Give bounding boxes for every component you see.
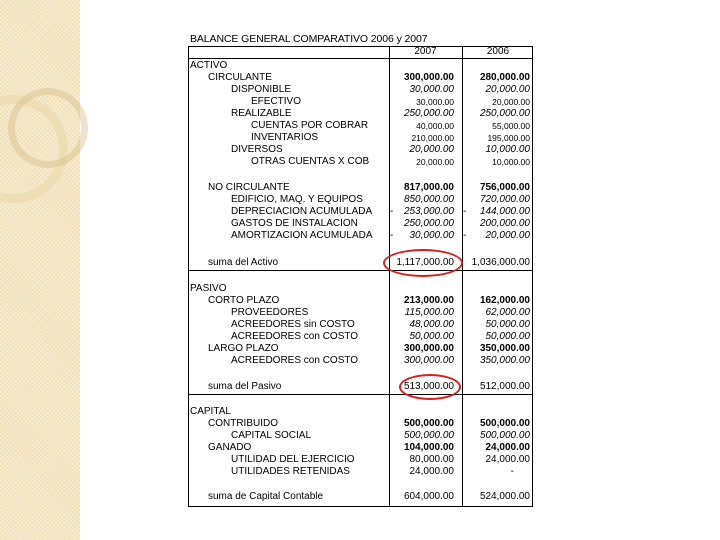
table-row xyxy=(188,430,533,442)
value-2006: 350,000.00 xyxy=(479,355,530,366)
value-2007: 48,000.00 xyxy=(409,319,454,330)
table-row xyxy=(188,72,533,84)
row-label: DIVERSOS xyxy=(231,144,283,155)
value-2007: 300,000.00 xyxy=(403,355,454,366)
value-2007: 250,000.00 xyxy=(403,108,454,119)
value-2006: 162,000.00 xyxy=(479,295,530,306)
negative-sign: - xyxy=(463,206,467,217)
value-2006: - xyxy=(510,466,514,477)
table-row xyxy=(188,206,533,218)
table-row xyxy=(188,108,533,120)
table-row xyxy=(188,132,533,144)
row-label: UTILIDADES RETENIDAS xyxy=(231,466,350,477)
table-row xyxy=(188,60,533,72)
table-row xyxy=(188,307,533,319)
value-2007: 24,000.00 xyxy=(409,466,454,477)
column-header-2007: 2007 xyxy=(414,46,437,57)
value-2006: 10,000.00 xyxy=(485,144,530,155)
row-label: CIRCULANTE xyxy=(208,72,272,83)
value-2007: 210,000.00 xyxy=(411,133,454,143)
row-label: CORTO PLAZO xyxy=(208,295,280,306)
value-2006: 500,000.00 xyxy=(479,430,530,441)
value-2006: 756,000.00 xyxy=(479,182,530,193)
table-row xyxy=(188,283,533,295)
decorative-ring xyxy=(8,88,88,168)
row-label: LARGO PLAZO xyxy=(208,343,279,354)
row-label: OTRAS CUENTAS X COB xyxy=(251,156,370,167)
value-2006: 524,000.00 xyxy=(479,491,530,502)
value-2006: 200,000.00 xyxy=(479,218,530,229)
value-2006: 50,000.00 xyxy=(485,331,530,342)
column-header-2006: 2006 xyxy=(486,46,510,57)
row-label: CAPITAL SOCIAL xyxy=(231,430,312,441)
section-heading: PASIVO xyxy=(190,283,227,294)
row-label: AMORTIZACION ACUMULADA xyxy=(231,230,373,241)
total-row xyxy=(188,491,533,503)
value-2007: 253,000.00 xyxy=(403,206,454,217)
row-label: CONTRIBUIDO xyxy=(208,418,278,429)
table-row xyxy=(188,84,533,96)
table-row xyxy=(188,120,533,132)
section-divider xyxy=(188,394,533,395)
row-label: ACREEDORES con COSTO xyxy=(231,355,359,366)
value-2007: 1,117,000.00 xyxy=(396,257,454,268)
row-label: suma de Capital Contable xyxy=(208,491,324,502)
table-row xyxy=(188,230,533,242)
value-2007: 817,000.00 xyxy=(403,182,454,193)
table-row xyxy=(188,442,533,454)
value-2006: 20,000.00 xyxy=(485,84,530,95)
negative-sign: - xyxy=(390,206,394,217)
value-2007: 850,000.00 xyxy=(403,194,454,205)
row-label: REALIZABLE xyxy=(231,108,292,119)
value-2007: 513,000.00 xyxy=(403,381,454,392)
value-2007: 80,000.00 xyxy=(409,454,454,465)
row-label: suma del Activo xyxy=(208,257,279,268)
highlight-circle xyxy=(383,249,463,277)
value-2006: 280,000.00 xyxy=(479,72,530,83)
row-label: NO CIRCULANTE xyxy=(208,182,290,193)
negative-sign: - xyxy=(463,230,467,241)
row-label: UTILIDAD DEL EJERCICIO xyxy=(231,454,355,465)
header-divider xyxy=(189,58,532,59)
row-label: EFECTIVO xyxy=(251,96,302,107)
value-2007: 30,000.00 xyxy=(416,97,454,107)
value-2007: 250,000.00 xyxy=(403,218,454,229)
value-2007: 115,000.00 xyxy=(404,307,454,318)
table-row xyxy=(188,406,533,418)
value-2007: 20,000.00 xyxy=(416,157,454,167)
value-2007: 30,000.00 xyxy=(409,84,454,95)
value-2007: 500,000.00 xyxy=(403,418,454,429)
section-heading: ACTIVO xyxy=(190,60,228,71)
negative-sign: - xyxy=(390,230,394,241)
value-2007: 213,000.00 xyxy=(403,295,454,306)
table-row xyxy=(188,295,533,307)
value-2007: 104,000.00 xyxy=(403,442,454,453)
value-2006: 20,000.00 xyxy=(485,230,530,241)
value-2007: 50,000.00 xyxy=(409,331,454,342)
value-2006: 10,000.00 xyxy=(492,157,530,167)
table-row xyxy=(188,218,533,230)
table-row xyxy=(188,182,533,194)
table-row xyxy=(188,454,533,466)
table-row xyxy=(188,156,533,168)
table-row xyxy=(188,355,533,367)
table-row xyxy=(188,343,533,355)
value-2007: 30,000.00 xyxy=(409,230,454,241)
value-2007: 300,000.00 xyxy=(403,72,454,83)
value-2007: 604,000.00 xyxy=(403,491,454,502)
row-label: CUENTAS POR COBRAR xyxy=(251,120,369,131)
value-2007: 500,000.00 xyxy=(403,430,454,441)
row-label: GASTOS DE INSTALACION xyxy=(231,218,358,229)
row-label: suma del Pasivo xyxy=(208,381,282,392)
value-2006: 62,000.00 xyxy=(485,307,530,318)
total-row xyxy=(188,381,533,393)
table-row xyxy=(188,331,533,343)
value-2006: 55,000.00 xyxy=(492,121,530,131)
row-label: ACREEDORES con COSTO xyxy=(231,331,359,342)
table-row xyxy=(188,319,533,331)
value-2007: 300,000.00 xyxy=(403,343,454,354)
row-label: PROVEEDORES xyxy=(231,307,309,318)
balance-sheet-image xyxy=(188,33,533,507)
value-2006: 1,036,000.00 xyxy=(471,257,530,268)
slide-decoration-band xyxy=(0,0,80,540)
section-heading: CAPITAL xyxy=(190,406,231,417)
row-label: EDIFICIO, MAQ. Y EQUIPOS xyxy=(231,194,363,205)
row-label: DISPONIBLE xyxy=(231,84,292,95)
sheet-title: BALANCE GENERAL COMPARATIVO 2006 y 2007 xyxy=(190,33,428,45)
value-2006: 195,000.00 xyxy=(487,133,530,143)
row-label: ACREEDORES sin COSTO xyxy=(231,319,355,330)
value-2006: 24,000.00 xyxy=(485,442,530,453)
value-2006: 24,000.00 xyxy=(485,454,530,465)
value-2006: 20,000.00 xyxy=(492,97,530,107)
table-row xyxy=(188,466,533,478)
section-divider xyxy=(188,270,533,271)
total-row xyxy=(188,257,533,269)
value-2007: 40,000.00 xyxy=(416,121,454,131)
table-row xyxy=(188,96,533,108)
value-2006: 250,000.00 xyxy=(479,108,530,119)
table-row xyxy=(188,144,533,156)
row-label: INVENTARIOS xyxy=(251,132,319,143)
value-2007: 20,000.00 xyxy=(409,144,454,155)
value-2006: 144,000.00 xyxy=(479,206,530,217)
value-2006: 720,000.00 xyxy=(479,194,530,205)
row-label: GANADO xyxy=(208,442,252,453)
highlight-circle xyxy=(399,374,461,400)
value-2006: 500,000.00 xyxy=(479,418,530,429)
table-row xyxy=(188,194,533,206)
row-label: DEPRECIACION ACUMULADA xyxy=(231,206,373,217)
value-2006: 50,000.00 xyxy=(485,319,530,330)
value-2006: 350,000.00 xyxy=(479,343,530,354)
value-2006: 512,000.00 xyxy=(479,381,530,392)
table-row xyxy=(188,418,533,430)
